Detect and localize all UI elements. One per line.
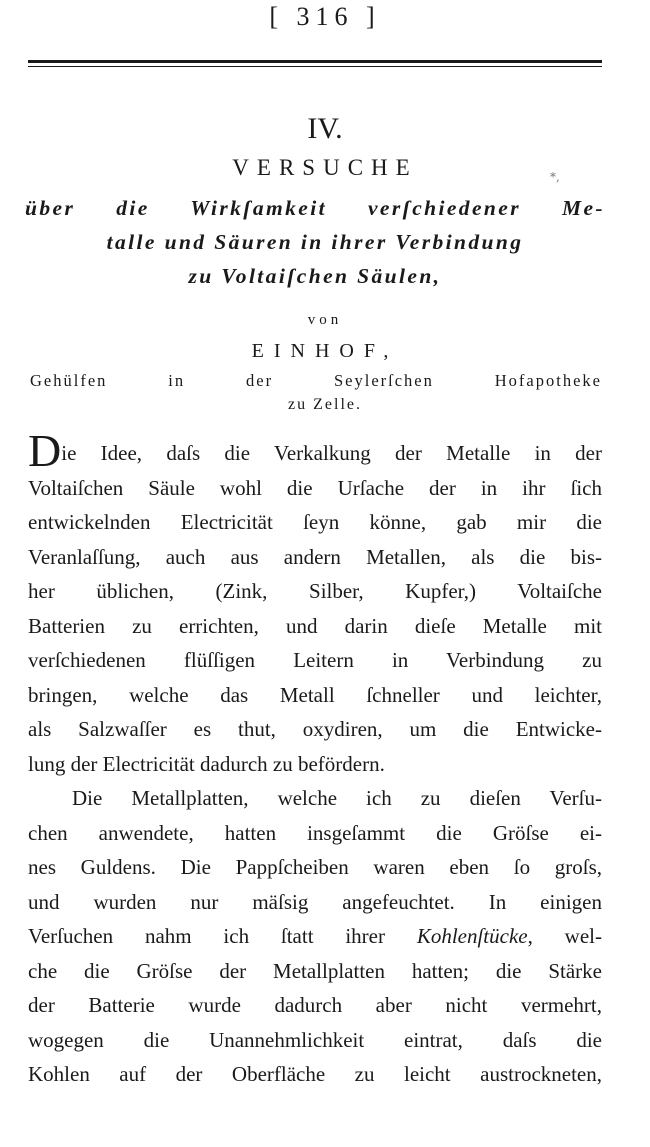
subtitle-line: talle und Säuren in ihrer Verbindung (106, 230, 524, 254)
margin-mark: *, (550, 170, 560, 184)
text-line: Die Idee, daſs die Verkalkung der Metalle in der (28, 425, 602, 476)
text-line: wogegen die Unannehmlichkeit eintrat, daſs die (28, 1027, 602, 1052)
text-line: Batterien zu errichten, und darin dieſe Metalle mit (28, 613, 602, 638)
text-line: und wurden nur mäſsig angefeuchtet. In einigen (28, 889, 602, 914)
text-line: che die Gröſse der Metallplatten hatten; die Stärke (28, 958, 602, 983)
text-line: her üblichen, (Zink, Silber, Kupfer,) Voltaiſche (28, 579, 602, 603)
page-number: [ 316 ] (269, 2, 381, 31)
text-line: lung der Electricität dadurch zu befördern. (28, 751, 385, 776)
author-affiliation-place: zu Zelle. (288, 396, 362, 413)
text-line: Verſuchen nahm ich ſtatt ihrer Kohlenſtücke, wel- (28, 924, 602, 948)
author-affiliation: Gehülfen in der Seylerſchen Hofapotheke (30, 371, 602, 390)
text-line: Voltaiſchen Säule wohl die Urſache der in ihr ſich (28, 475, 602, 500)
text-line: Veranlaſſung, auch aus andern Metallen, als die bis- (28, 544, 602, 569)
text-line: bringen, welche das Metall ſchneller und leichter, (28, 682, 602, 707)
body-text (28, 425, 602, 1092)
text-line: nes Guldens. Die Pappſcheiben waren eben ſo groſs, (28, 855, 602, 879)
text-line: Die Metallplatten, welche ich zu dieſen Verſu- (72, 786, 602, 810)
text-line: der Batterie wurde dadurch aber nicht vermehrt, (28, 993, 602, 1017)
subtitle-line: über die Wirkſamkeit verſchiedener Me- (25, 196, 605, 220)
italic-term: Kohlenſtücke (416, 924, 528, 948)
header-rule (28, 60, 602, 67)
section-numeral: IV. (307, 112, 343, 145)
text-line: chen anwendete, hatten insgeſammt die Gröſse ei- (28, 820, 602, 845)
text-line: als Salzwaſſer es thut, oxydiren, um die Entwicke- (28, 717, 602, 741)
author-name: EINHOF, (251, 340, 399, 362)
text-line: Kohlen auf der Oberfläche zu leicht austrockneten, (28, 1062, 602, 1086)
article-title: VERSUCHE (232, 155, 418, 180)
drop-cap: D (28, 425, 62, 476)
text-line: entwickelnden Electricität ſeyn könne, gab mir die (28, 510, 602, 534)
text-line: verſchiedenen flüſſigen Leitern in Verbindung zu (28, 648, 602, 672)
byline-von: von (307, 312, 343, 328)
subtitle-line: zu Voltaiſchen Säulen, (188, 264, 442, 288)
